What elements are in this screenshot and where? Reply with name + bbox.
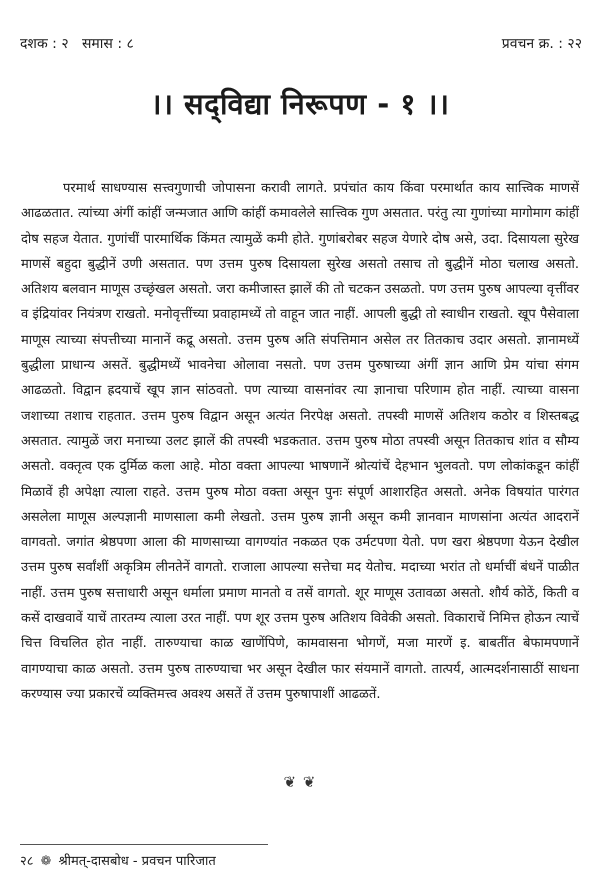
pravachan-number-label: प्रवचन क्र. : २२ bbox=[501, 36, 582, 52]
page-footer bbox=[20, 851, 216, 869]
book-title: श्रीमत्-दासबोध - प्रवचन पारिजात bbox=[58, 854, 216, 869]
footer-rule bbox=[20, 844, 268, 845]
flower-separator-icon: ❁ bbox=[40, 854, 52, 869]
body-paragraph: परमार्थ साधण्यास सत्त्वगुणाची जोपासना करावी लागते. प्रपंचांत काय किंवा परमार्थात काय सात्त्विक माणसें आढळतात. त्यांच्या अंगीं कांहीं जन्मजात आणि कांहीं कमावलेले सात्त्विक गुण असतात. परंतु त्या गुणांच्या मागोमाग कांहीं दोष सहज येतात. गुणांचीं पारमार्थिक किंमत त्यामुळें कमी होते. गुणांबरोबर सहज येणारे दोष असे, उदा. दिसायला सुरेख माणसें बहुदा बुद्धीनें उणी असतात. पण उत्तम पुरुष दिसायला सुरेख असतो तसाच तो बुद्धीनें मोठा चलाख असतो. अतिशय बलवान माणूस उच्छृंखल असतो. जरा कमीजास्त झालें की तो चटकन उसळतो. पण उत्तम पुरुष आपल्या वृत्तींवर व इंद्रियांवर नियंत्रण राखतो. मनोवृत्तींच्या प्रवाहामध्यें तो वाहून जात नाहीं. आपली बुद्धी तो स्वाधीन राखतो. खूप पैसेवाला माणूस त्याच्या संपत्तीच्या मानानें कद्रू असतो. उत्तम पुरुष अति संपत्तिमान असेल तर तितकाच उदार असतो. ज्ञानामध्यें बुद्धीला प्राधान्य असतें. बुद्धीमध्यें भावनेचा ओलावा नसतो. पण उत्तम पुरुषाच्या अंगीं ज्ञान आणि प्रेम यांचा संगम आढळतो. विद्वान ह्रदयाचें खूप ज्ञान सांठवतो. पण त्याच्या वासनांवर त्या ज्ञानाचा परिणाम होत नाहीं. त्याच्या वासना जशाच्या तशाच राहतात. उत्तम पुरुष विद्वान असून अत्यंत निरपेक्ष असतो. तपस्वी माणसें अतिशय कठोर व शिस्तबद्ध असतात. त्यामुळें जरा मनाच्या उलट झालें की तपस्वी भडकतात. उत्तम पुरुष मोठा तपस्वी असून तितकाच शांत व सौम्य असतो. वक्तृत्व एक दुर्मिळ कला आहे. मोठा वक्ता आपल्या भाषणानें श्रोत्यांचें देहभान भुलवतो. पण लोकांकडून कांहीं मिळावें ही अपेक्षा त्याला राहते. उत्तम पुरुष मोठा वक्ता असून पुनः संपूर्ण आशारहित असतो. अनेक विषयांत पारंगत असलेला माणूस अल्पज्ञानी माणसाला कमी लेखतो. उत्तम पुरुष ज्ञानी असून कमी ज्ञानवान माणसांना अत्यंत आदरानें वागवतो. जगांत श्रेष्ठपणा आला की माणसाच्या वागण्यांत नकळत एक उर्मटपणा येतो. पण खरा श्रेष्ठपणा येऊन देखील उत्तम पुरुष सर्वांशीं अकृत्रिम लीनतेनें वागतो. राजाला आपल्या सत्तेचा मद येतोच. मदाच्या भरांत तो धर्माचीं बंधनें पाळीत नाहीं. उत्तम पुरुष सत्ताधारी असून धर्माला प्रमाण मानतो व तसें वागतो. शूर माणूस उतावळा असतो. शौर्य कोठें, किती व कसें दाखवावें याचें तारतम्य त्याला उरत नाहीं. पण शूर उत्तम पुरुष अतिशय विवेकी असतो. विकाराचें निमित्त होऊन त्याचें चित्त विचलित होत नाहीं. तारुण्याचा काळ खाणेंपिणे, कामवासना भोगणें, मजा मारणें इ. बाबतींत बेफामपणानें वागण्याचा काळ असतो. उत्तम पुरुष तारुण्याचा भर असून देखील फार संयमानें वागतो. तात्पर्य, आत्मदर्शनासाठीं साधना करण्यास ज्या प्रकारचें व्यक्तिमत्त्व अवश्य असतें तें उत्तम पुरुषापाशीं आढळतें. bbox=[21, 181, 579, 702]
dashak-samas-label: दशक : २ समास : ८ bbox=[20, 36, 134, 52]
chapter-title: ।। सद्‌विद्या निरूपण - १ ।। bbox=[150, 87, 450, 121]
page-number: २८ bbox=[20, 854, 34, 869]
ornament-divider-icon: ❦ ❦ bbox=[283, 773, 317, 791]
page-header bbox=[0, 34, 600, 58]
